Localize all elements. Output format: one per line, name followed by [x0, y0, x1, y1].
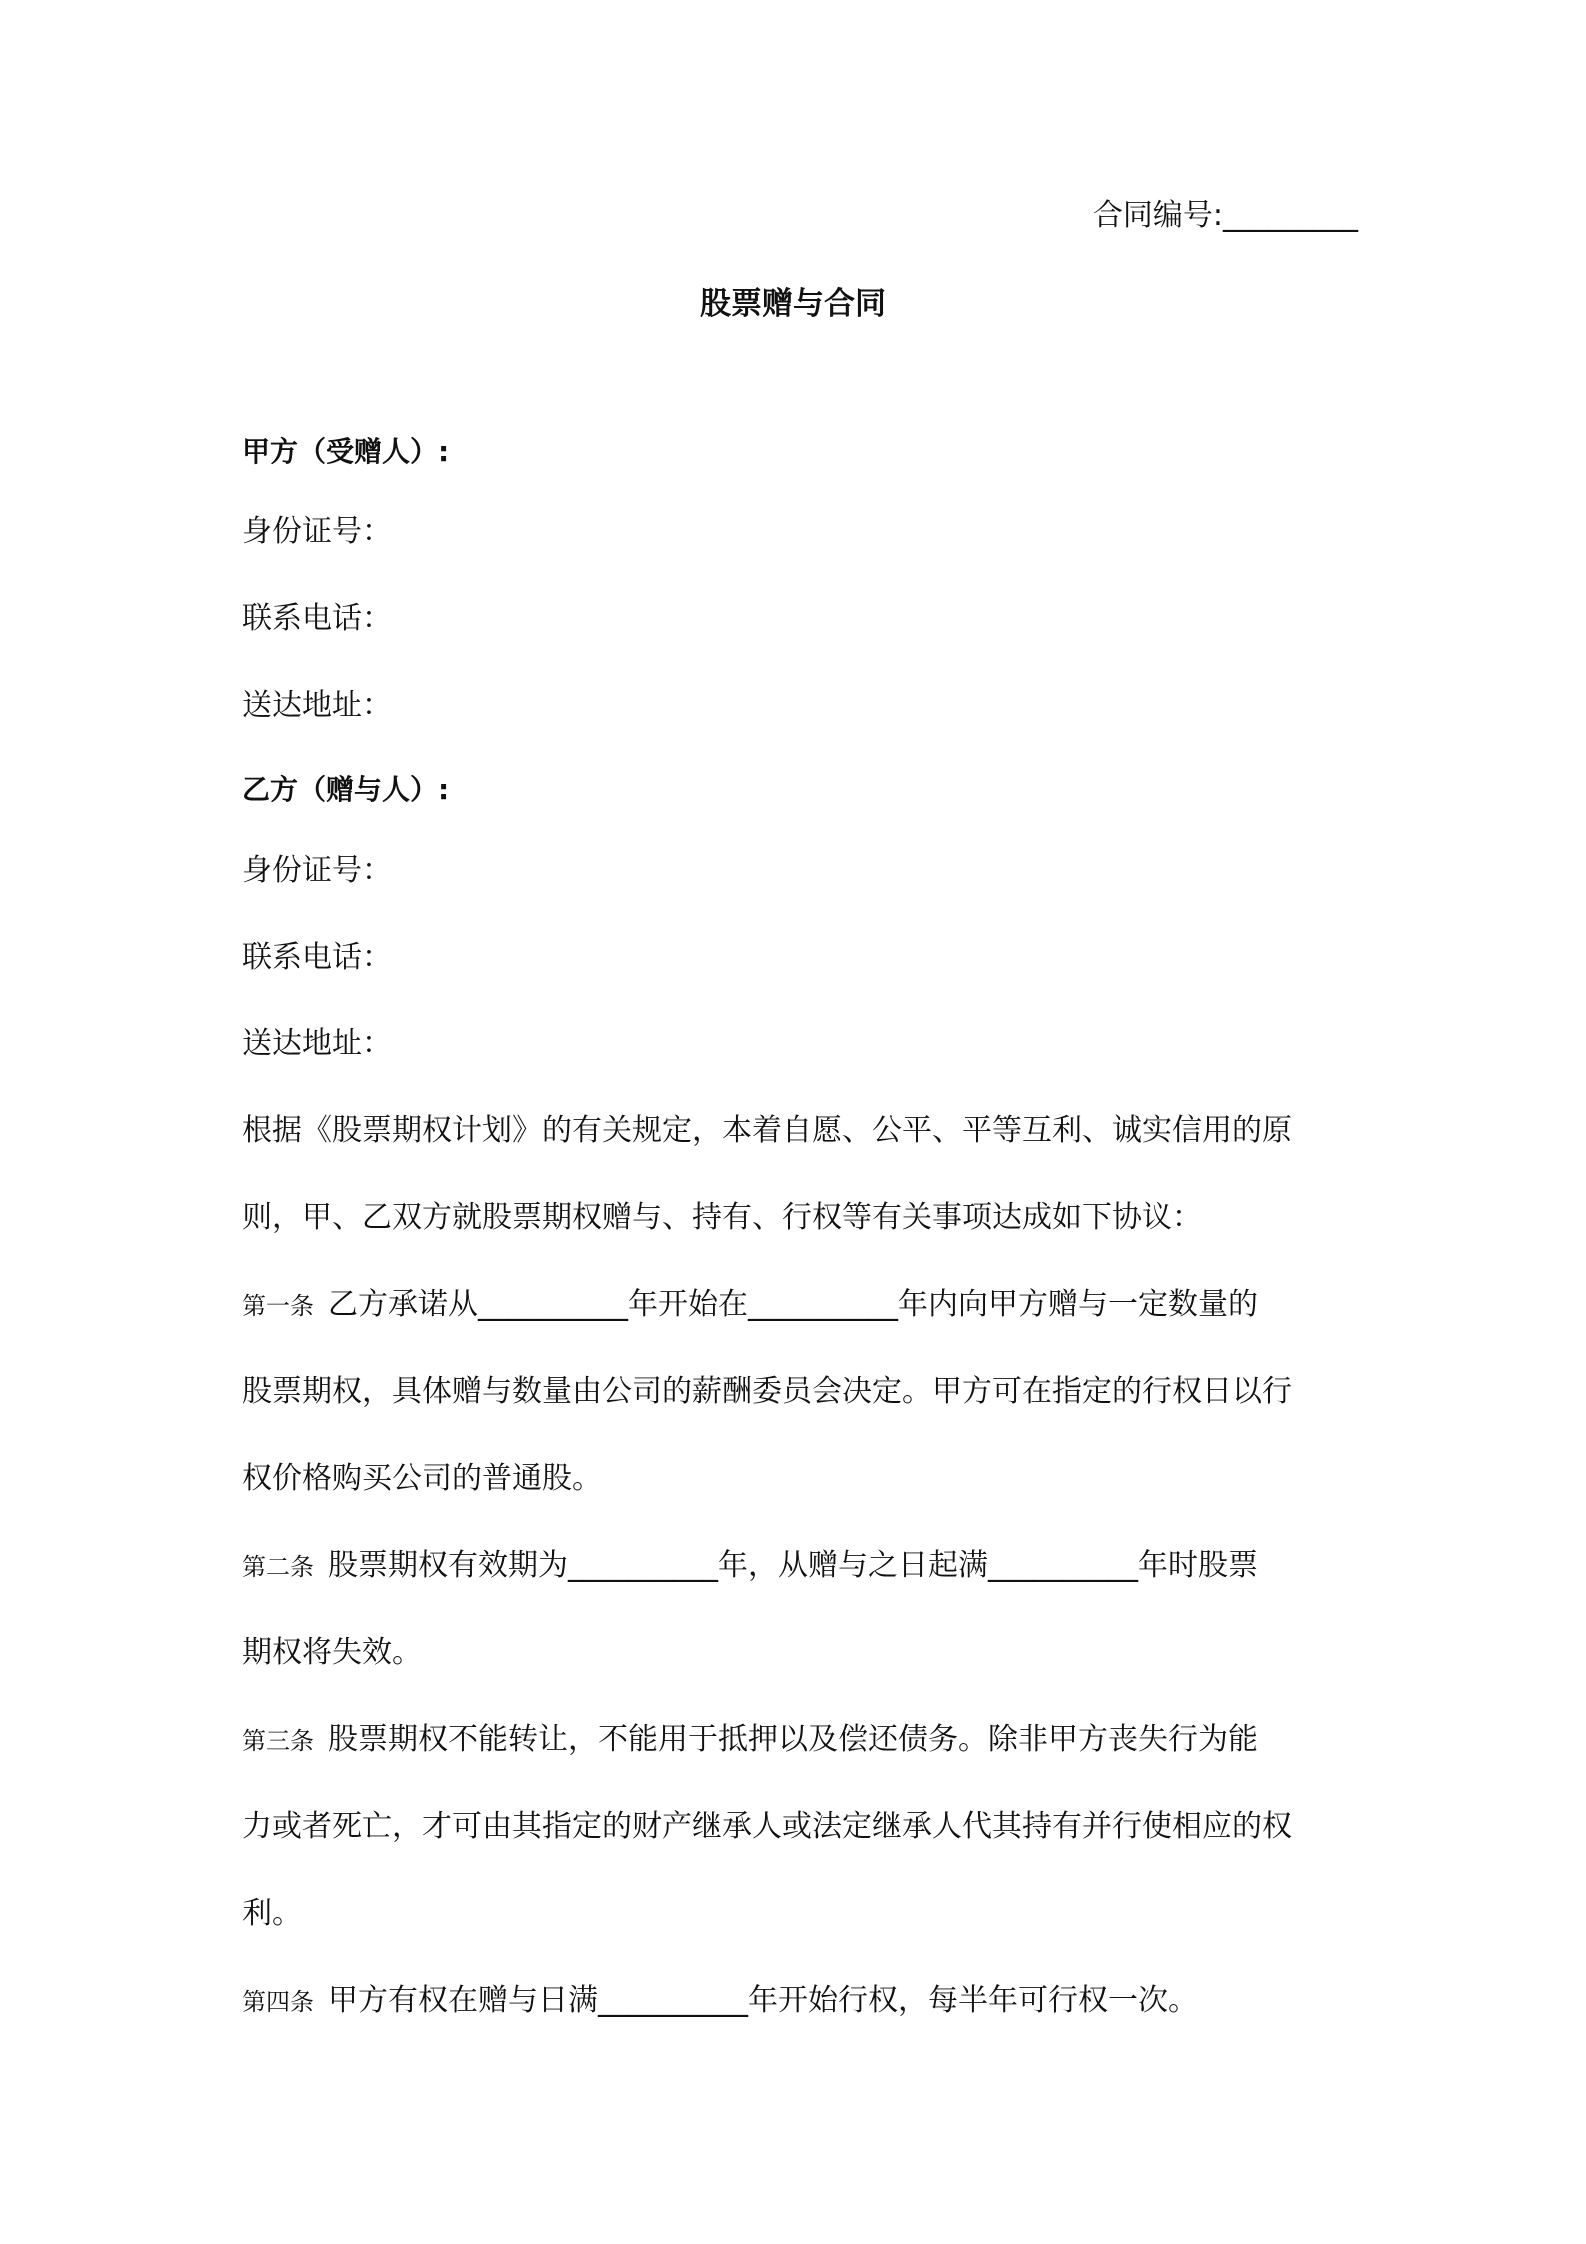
preamble-line: 根据《股票期权计划》的有关规定，本着自愿、公平、平等互利、诚实信用的原	[242, 1113, 1292, 1148]
contract-number: 合同编号:_________	[1092, 198, 1358, 233]
article-label: 第四条	[242, 1988, 314, 2016]
article-3-line: 力或者死亡，才可由其指定的财产继承人或法定继承人代其持有并行使相应的权	[242, 1809, 1292, 1844]
party-b-address-label: 送达地址：	[242, 1026, 392, 1061]
party-a-address-label: 送达地址：	[242, 688, 392, 723]
party-b-phone-label: 联系电话：	[242, 940, 392, 975]
article-1-line: 权价格购买公司的普通股。	[242, 1461, 602, 1496]
article-text: 乙方承诺从__________年开始在__________年内向甲方赠与一定数量的	[328, 1287, 1258, 1322]
article-1-line	[242, 1285, 1258, 1326]
article-2-line: 期权将失效。	[242, 1635, 422, 1670]
article-text: 股票期权不能转让，不能用于抵押以及偿还债务。除非甲方丧失行为能	[328, 1722, 1258, 1757]
preamble-line: 则，甲、乙双方就股票期权赠与、持有、行权等有关事项达成如下协议：	[242, 1200, 1202, 1235]
party-a-phone-label: 联系电话：	[242, 601, 392, 636]
article-label: 第三条	[242, 1727, 314, 1755]
party-a-id-label: 身份证号：	[242, 514, 392, 549]
article-3-line: 利。	[242, 1896, 302, 1931]
article-2-line	[242, 1546, 1258, 1587]
article-3-line	[242, 1720, 1258, 1761]
article-1-line: 股票期权，具体赠与数量由公司的薪酬委员会决定。甲方可在指定的行权日以行	[242, 1374, 1292, 1409]
article-label: 第二条	[242, 1553, 314, 1581]
party-b-heading: 乙方（赠与人）:	[242, 773, 450, 806]
article-text: 股票期权有效期为__________年，从赠与之日起满__________年时股票	[328, 1548, 1258, 1583]
article-text: 甲方有权在赠与日满__________年开始行权，每半年可行权一次。	[328, 1983, 1198, 2018]
article-label: 第一条	[242, 1292, 314, 1320]
article-4-line	[242, 1981, 1198, 2022]
document-title: 股票赠与合同	[700, 286, 886, 322]
party-b-id-label: 身份证号：	[242, 853, 392, 888]
party-a-heading: 甲方（受赠人）:	[242, 435, 450, 468]
